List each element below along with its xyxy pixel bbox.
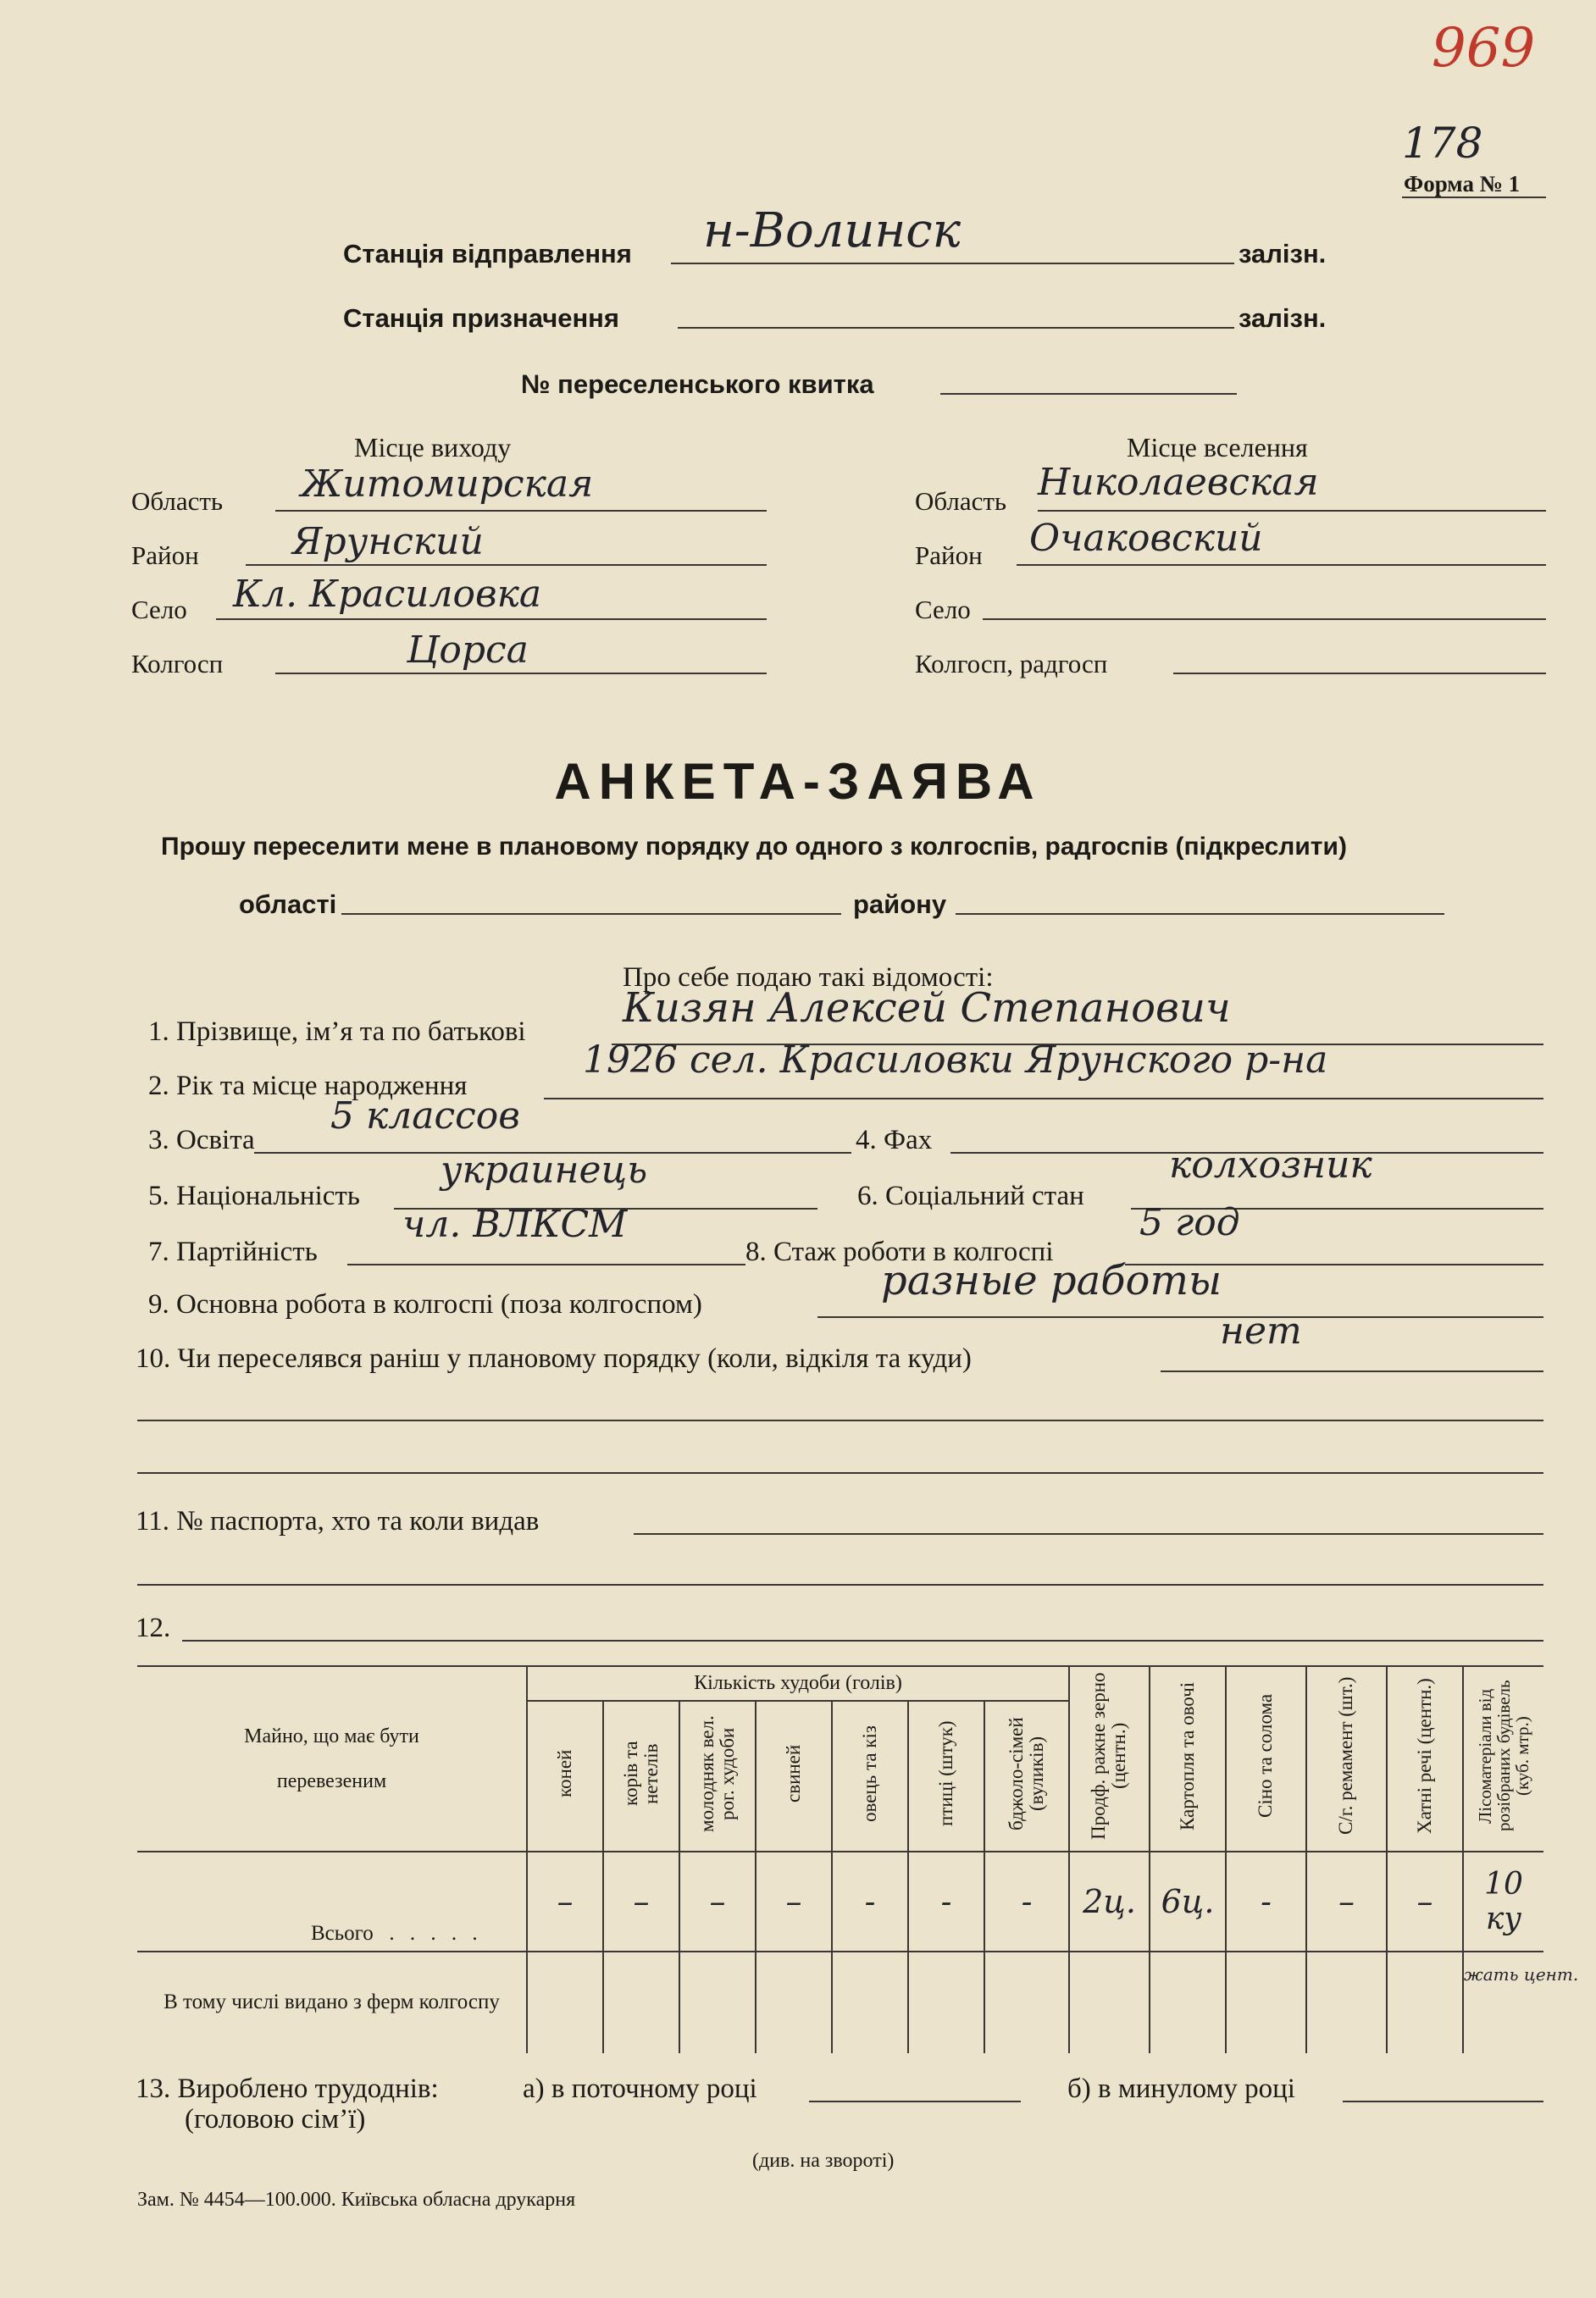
row-total-label-cell	[137, 1852, 527, 1952]
field-13-b-line	[1343, 2101, 1543, 2102]
field-9-line	[817, 1316, 1543, 1318]
total-value-household: –	[1416, 1883, 1433, 1920]
col-label-pigs: свиней	[782, 1744, 804, 1802]
total-cell	[756, 1852, 832, 1952]
field-1-label: 1. Прізвище, ім’я та по батькові	[148, 1016, 526, 1047]
field-2-value: 1926 сел. Красиловки Ярунского р-на	[583, 1038, 1328, 1082]
field-10-line-3	[137, 1472, 1543, 1474]
printer-line: Зам. № 4454—100.000. Київська обласна друкарня	[137, 2189, 576, 2211]
origin-kolhosp-value: Цорса	[407, 628, 529, 672]
col-header-6	[984, 1701, 1069, 1852]
station-destination-line	[678, 327, 1234, 329]
farm-cell	[1463, 1952, 1579, 2053]
field-11-line	[634, 1533, 1543, 1535]
dest-oblast-line	[1038, 510, 1546, 512]
oblasti-label: області	[239, 889, 337, 919]
farm-cell	[1226, 1952, 1306, 2053]
property-header: Майно, що має бути перевезеним	[244, 1725, 419, 1792]
farm-cell	[832, 1952, 908, 2053]
field-2-line	[544, 1098, 1543, 1099]
dest-oblast-value: Николаевская	[1038, 461, 1319, 504]
dest-oblast-label: Область	[915, 486, 1007, 516]
col-header-11	[1387, 1666, 1463, 1852]
form-label-underline	[1402, 197, 1546, 198]
field-7-label: 7. Партійність	[148, 1237, 318, 1267]
document-title: АНКЕТА-ЗАЯВА	[554, 753, 1042, 810]
dest-kolhosp-line	[1173, 673, 1546, 674]
field-12-label: 12.	[136, 1613, 171, 1643]
row-farm-label: В тому числі видано з ферм колгоспу	[163, 1991, 500, 2014]
row-total-dots: . . . . .	[379, 1922, 483, 1945]
origin-selo-line	[216, 618, 767, 620]
dest-kolhosp-label: Колгосп, радгосп	[915, 649, 1108, 678]
col-label-potatoes: Картопля та овочі	[1176, 1681, 1198, 1830]
ticket-label: № переселенського квитка	[521, 369, 874, 399]
row-farm-label-cell	[137, 1952, 527, 2053]
field-11-line-2	[137, 1584, 1543, 1586]
total-value-poultry: -	[940, 1883, 952, 1920]
field-9-value: разные работы	[881, 1257, 1222, 1304]
origin-kolhosp-line	[275, 673, 767, 674]
origin-oblast-label: Область	[131, 486, 224, 516]
total-cell	[984, 1852, 1069, 1952]
farm-cell	[603, 1952, 679, 2053]
property-header-cell	[137, 1666, 527, 1852]
origin-kolhosp-label: Колгосп	[131, 649, 224, 678]
field-13-b: б) в минулому році	[1067, 2074, 1295, 2104]
total-cell	[1069, 1852, 1150, 1952]
total-cell	[1463, 1852, 1543, 1952]
field-1-value: Кизян Алексей Степанович	[623, 984, 1231, 1032]
col-label-sheep: овець та кіз	[858, 1725, 880, 1822]
col-label-grain: Продф. ражне зерно (центн.)	[1088, 1672, 1130, 1840]
row-farm	[137, 1952, 1543, 2053]
col-header-9	[1226, 1666, 1306, 1852]
intro-text: Про себе подаю такі відомості:	[623, 962, 994, 993]
col-label-young-cattle: молодняк вел. рог. худоби	[695, 1714, 738, 1832]
col-label-hay: Сіно та солома	[1255, 1693, 1277, 1819]
request-text: Прошу переселити мене в плановому порядку до одного з колгоспів, радгоспів (підкреслити)	[161, 833, 1347, 861]
col-label-horses: коней	[553, 1749, 575, 1797]
rail-suffix-1: залізн.	[1239, 239, 1327, 269]
farm-cell	[1387, 1952, 1463, 2053]
total-cell	[679, 1852, 756, 1952]
field-6-label: 6. Соціальний стан	[857, 1181, 1084, 1211]
farm-cell	[1306, 1952, 1387, 2053]
dest-raion-label: Район	[915, 540, 983, 570]
field-5-label: 5. Національність	[148, 1181, 360, 1211]
field-13-a: а) в поточному році	[523, 2074, 757, 2104]
field-7-value: чл. ВЛКСМ	[402, 1203, 628, 1246]
field-9-label: 9. Основна робота в колгоспі (поза колгоспом)	[148, 1289, 702, 1320]
station-departure-label: Станція відправлення	[343, 239, 632, 269]
station-departure-line	[671, 263, 1234, 264]
field-13-a-line	[809, 2101, 1021, 2102]
destination-heading: Місце вселення	[1127, 432, 1308, 462]
dest-raion-value: Очаковский	[1029, 517, 1263, 560]
field-12-line	[182, 1640, 1543, 1642]
field-3-label: 3. Освіта	[148, 1125, 255, 1155]
total-cell	[908, 1852, 984, 1952]
field-3-value: 5 классов	[330, 1094, 520, 1138]
total-value-timber: 10 ку	[1484, 1867, 1523, 1936]
farm-cell	[908, 1952, 984, 2053]
dest-raion-line	[1017, 564, 1546, 566]
total-value-sheep: -	[864, 1883, 876, 1920]
col-label-inventory: С/г. ремамент (шт.)	[1335, 1676, 1357, 1836]
origin-oblast-line	[275, 510, 767, 512]
col-header-3	[756, 1701, 832, 1852]
dest-selo-label: Село	[915, 595, 971, 624]
field-10-line-2	[137, 1420, 1543, 1421]
row-total	[137, 1852, 1543, 1952]
farm-cell	[756, 1952, 832, 2053]
total-cell	[832, 1852, 908, 1952]
col-header-5	[908, 1701, 984, 1852]
origin-heading: Місце виходу	[354, 432, 512, 462]
farm-cell	[1150, 1952, 1226, 2053]
rail-suffix-2: залізн.	[1239, 303, 1327, 333]
total-cell	[1387, 1852, 1463, 1952]
total-value-horses: –	[557, 1883, 574, 1920]
total-value-grain: 2ц.	[1083, 1883, 1136, 1920]
origin-selo-label: Село	[131, 595, 187, 624]
raionu-label: району	[853, 889, 947, 919]
origin-raion-label: Район	[131, 540, 199, 570]
station-departure-value: н-Волинск	[703, 203, 961, 258]
farm-cell	[527, 1952, 603, 2053]
field-8-label: 8. Стаж роботи в колгоспі	[745, 1237, 1054, 1267]
total-cell	[1226, 1852, 1306, 1952]
col-header-0	[527, 1701, 603, 1852]
col-header-12	[1463, 1666, 1543, 1852]
field-6-value: колхозник	[1169, 1143, 1372, 1187]
livestock-header: Кількість худоби (голів)	[694, 1672, 902, 1695]
field-10-label: 10. Чи переселявся раніш у плановому порядку (коли, відкіля та куди)	[136, 1343, 972, 1374]
col-header-7	[1069, 1666, 1150, 1852]
col-label-poultry: птиці (штук)	[934, 1720, 956, 1826]
origin-raion-line	[246, 564, 767, 566]
form-label: Форма № 1	[1404, 171, 1521, 197]
field-10-line	[1161, 1370, 1543, 1372]
col-header-4	[832, 1701, 908, 1852]
total-value-hay: -	[1261, 1883, 1272, 1920]
oblasti-line	[341, 913, 841, 915]
field-7-line	[347, 1264, 745, 1265]
property-table	[137, 1665, 1579, 2053]
col-header-1	[603, 1701, 679, 1852]
origin-selo-value: Кл. Красиловка	[233, 573, 542, 616]
ticket-line	[940, 393, 1237, 395]
total-cell	[1150, 1852, 1226, 1952]
total-cell	[1306, 1852, 1387, 1952]
total-value-cows: –	[633, 1883, 650, 1920]
dest-selo-line	[983, 618, 1546, 620]
station-destination-label: Станція призначення	[343, 303, 619, 333]
col-label-timber: Лісоматеріали від розібраних будівель (куб. мтр.)	[1474, 1680, 1533, 1832]
total-value-beehives: -	[1021, 1883, 1033, 1920]
archive-number: 969	[1432, 17, 1536, 80]
total-cell	[527, 1852, 603, 1952]
col-header-2	[679, 1701, 756, 1852]
col-header-8	[1150, 1666, 1226, 1852]
see-reverse: (див. на звороті)	[752, 2150, 895, 2172]
farm-cell	[984, 1952, 1069, 2053]
field-8-value: 5 год	[1139, 1201, 1240, 1244]
field-11-label: 11. № паспорта, хто та коли видав	[136, 1506, 540, 1537]
total-value-potatoes: 6ц.	[1161, 1883, 1215, 1920]
col-label-beehives: бджоло-сімей (вуликів)	[1005, 1716, 1047, 1830]
field-13-sub: (головою сім’ї)	[185, 2104, 366, 2135]
origin-oblast-value: Житомирская	[301, 462, 594, 506]
raionu-line	[956, 913, 1444, 915]
origin-raion-value: Ярунский	[292, 520, 484, 563]
col-label-cows: корів та нетелів	[619, 1741, 662, 1806]
farm-cell	[679, 1952, 756, 2053]
livestock-header-cell	[527, 1666, 1069, 1701]
field-2-label: 2. Рік та місце народження	[148, 1071, 468, 1101]
total-value-young-cattle: –	[709, 1883, 726, 1920]
total-value-pigs: –	[785, 1883, 802, 1920]
farm-note: жать цент.	[1464, 1964, 1579, 1985]
field-4-label: 4. Фах	[856, 1125, 933, 1155]
row-total-label: Всього	[311, 1922, 374, 1945]
col-label-household: Хатні речі (центн.)	[1413, 1678, 1435, 1834]
field-10-value: нет	[1220, 1310, 1302, 1353]
col-header-10	[1306, 1666, 1387, 1852]
total-value-inventory: –	[1338, 1883, 1355, 1920]
field-13-label: 13. Вироблено трудоднів:	[136, 2074, 439, 2104]
farm-cell	[1069, 1952, 1150, 2053]
archive-number-secondary: 178	[1402, 119, 1483, 168]
field-5-value: украинець	[441, 1149, 648, 1192]
total-cell	[603, 1852, 679, 1952]
